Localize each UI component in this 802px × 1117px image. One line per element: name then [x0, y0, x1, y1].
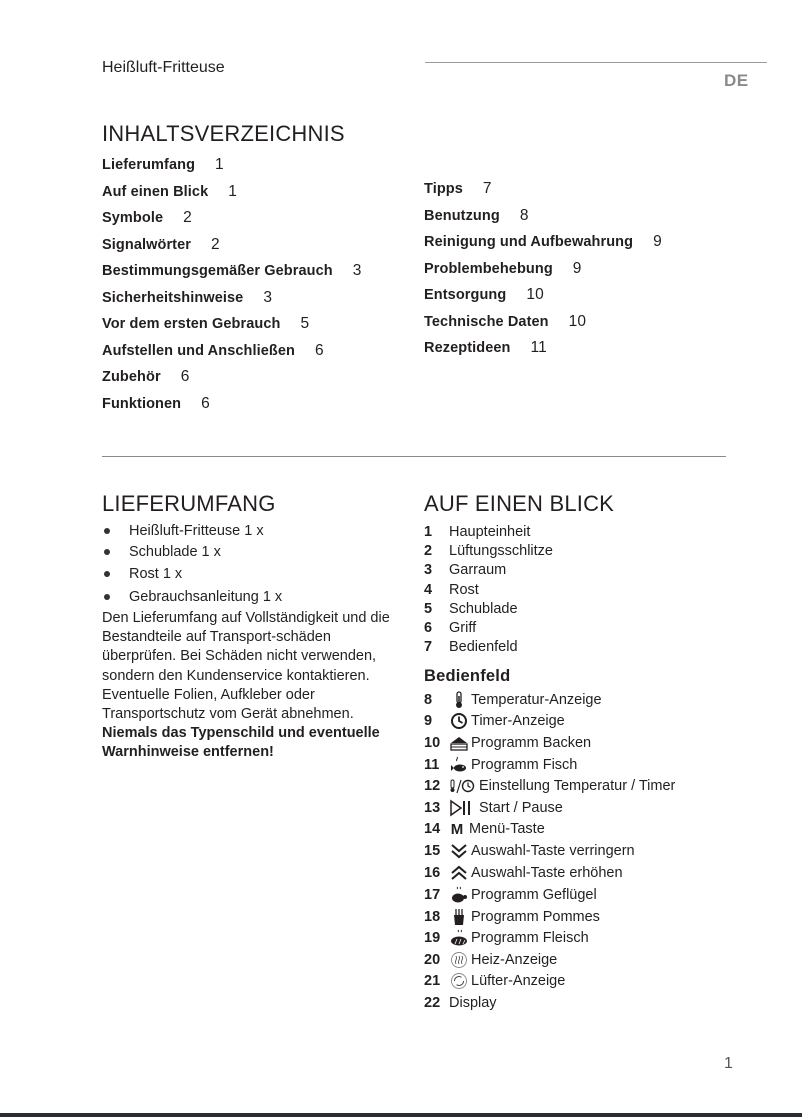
- toc-item[interactable]: [102, 368, 361, 395]
- toc-item[interactable]: [424, 286, 662, 313]
- panel-item: [424, 797, 675, 819]
- panel-number: 17: [424, 886, 441, 903]
- toc-item[interactable]: [424, 207, 662, 234]
- panel-label: Temperatur-Anzeige: [471, 691, 602, 708]
- bottom-edge: [0, 1113, 802, 1117]
- toc-heading: INHALTSVERZEICHNIS: [102, 121, 345, 146]
- toc-page: 5: [300, 315, 310, 332]
- document-title: Heißluft-Fritteuse: [102, 59, 225, 76]
- panel-item: [424, 883, 675, 906]
- list-item: [102, 520, 282, 542]
- toc-label: Funktionen: [102, 395, 182, 412]
- warning-text: Niemals das Typenschild und eventuelle Warnhinweise entfernen!: [102, 725, 380, 761]
- fish-icon: [449, 756, 469, 774]
- part-label: Garraum: [449, 562, 507, 579]
- panel-item: [424, 689, 675, 711]
- toc-label: Lieferumfang: [102, 157, 196, 173]
- toc-item[interactable]: [102, 209, 361, 236]
- paragraph-check: Den Lieferumfang auf Vollständigkeit und die Bestandteile auf Transport-schäden überprüfen. Bei Schäden nicht verwenden, sondern den Kundenservice kontaktieren.: [102, 610, 390, 684]
- panel-number: 14: [424, 821, 441, 838]
- section-divider: [102, 456, 726, 457]
- panel-number: 16: [424, 864, 441, 881]
- panel-item: [424, 711, 675, 733]
- paragraph-remove-foils: Eventuelle Folien, Aufkleber oder Transportschutz vom Gerät abnehmen.: [102, 686, 354, 723]
- list-item-text: Heißluft-Fritteuse 1 x: [129, 522, 264, 539]
- panel-number: 11: [424, 756, 440, 773]
- toc-label: Auf einen Blick: [102, 183, 209, 200]
- clock-icon: [449, 712, 469, 730]
- part-item: [424, 541, 553, 560]
- panel-item: [424, 906, 675, 928]
- panel-number: 8: [424, 691, 433, 708]
- menu-m-icon: M: [450, 820, 464, 838]
- panel-item: [424, 949, 675, 971]
- meat-icon: [449, 929, 469, 947]
- panel-number: 12: [424, 778, 441, 795]
- toc-page: 6: [201, 394, 210, 412]
- cake-icon: [449, 734, 469, 752]
- lieferumfang-heading: LIEFERUMFANG: [102, 491, 276, 516]
- panel-item: [424, 971, 675, 993]
- toc-label: Rezeptideen: [424, 340, 511, 356]
- double-chevron-up-icon: [449, 864, 469, 882]
- lieferumfang-text: [102, 609, 404, 763]
- toc-item[interactable]: [102, 156, 361, 183]
- toc-item[interactable]: [424, 339, 662, 366]
- toc-page: 10: [568, 312, 587, 330]
- part-number: 5: [424, 600, 433, 617]
- fries-icon: [449, 908, 469, 926]
- panel-number: 20: [424, 951, 441, 968]
- bullet-icon: [104, 571, 110, 577]
- toc-item[interactable]: [424, 233, 662, 260]
- panel-item: [424, 732, 675, 754]
- auf-einen-blick-heading: AUF EINEN BLICK: [424, 491, 615, 516]
- panel-item: [424, 840, 675, 862]
- bullet-icon: [104, 528, 110, 534]
- toc-page: 2: [183, 209, 192, 226]
- part-label: Rost: [449, 581, 479, 598]
- panel-label: Display: [449, 995, 497, 1012]
- panel-item: [424, 754, 675, 776]
- part-item: [424, 599, 553, 618]
- toc-item[interactable]: [424, 260, 662, 287]
- part-number: 6: [424, 620, 433, 637]
- toc-label: Aufstellen und Anschließen: [102, 342, 295, 359]
- toc-item[interactable]: [102, 342, 361, 369]
- temp-timer-icon: [449, 777, 477, 795]
- part-label: Lüftungsschlitze: [449, 542, 553, 559]
- control-panel-list: [424, 689, 675, 1014]
- panel-label: Auswahl-Taste erhöhen: [471, 864, 623, 881]
- language-label: DE: [724, 71, 749, 90]
- toc-label: Vor dem ersten Gebrauch: [102, 316, 281, 332]
- toc-label: Reinigung und Aufbewahrung: [424, 234, 634, 250]
- toc-label: Problembehebung: [424, 260, 553, 277]
- bedienfeld-heading: Bedienfeld: [424, 667, 511, 685]
- toc-item[interactable]: [102, 183, 361, 210]
- panel-label: Timer-Anzeige: [471, 713, 565, 730]
- list-item-text: Gebrauchsanleitung 1 x: [129, 589, 283, 606]
- toc-right-column: [424, 180, 662, 366]
- panel-label: Einstellung Temperatur / Timer: [479, 778, 676, 795]
- list-item-text: Schublade 1 x: [129, 544, 221, 561]
- toc-page: 11: [530, 339, 547, 356]
- panel-item: [424, 819, 675, 841]
- panel-label: Programm Backen: [471, 734, 592, 751]
- heating-icon: [449, 951, 469, 969]
- toc-label: Benutzung: [424, 207, 500, 224]
- parts-list: [424, 522, 553, 657]
- panel-label: Start / Pause: [479, 799, 563, 816]
- toc-label: Bestimmungsgemäßer Gebrauch: [102, 263, 333, 279]
- toc-item[interactable]: [424, 313, 662, 340]
- toc-label: Entsorgung: [424, 287, 507, 303]
- panel-item: [424, 775, 675, 797]
- part-label: Bedienfeld: [449, 639, 518, 656]
- part-number: 2: [424, 542, 433, 559]
- toc-label: Zubehör: [102, 369, 161, 385]
- toc-item[interactable]: [424, 180, 662, 207]
- panel-number: 9: [424, 713, 433, 730]
- toc-page: 10: [526, 286, 544, 303]
- toc-page: 1: [228, 182, 237, 200]
- fan-icon: [449, 972, 469, 990]
- part-number: 4: [424, 581, 433, 598]
- toc-page: 7: [482, 180, 492, 197]
- part-item: [424, 580, 553, 599]
- thermometer-icon: [449, 691, 469, 709]
- panel-label: Menü-Taste: [469, 821, 545, 838]
- play-pause-icon: [449, 799, 477, 817]
- panel-number: 18: [424, 908, 441, 925]
- panel-label: Heiz-Anzeige: [471, 951, 558, 968]
- toc-page: 6: [315, 341, 324, 359]
- toc-page: 1: [215, 156, 224, 173]
- toc-page: 6: [180, 368, 190, 385]
- double-chevron-down-icon: [449, 842, 469, 860]
- part-number: 7: [424, 639, 433, 656]
- toc-item[interactable]: [102, 236, 361, 263]
- lieferumfang-list: [102, 520, 282, 608]
- part-label: Griff: [449, 620, 477, 637]
- part-label: Schublade: [449, 600, 518, 617]
- part-item: [424, 522, 553, 541]
- list-item: [102, 542, 282, 564]
- panel-number: 15: [424, 842, 441, 859]
- bullet-icon: [104, 594, 110, 600]
- toc-page: 8: [519, 206, 529, 224]
- toc-item[interactable]: [102, 262, 361, 289]
- toc-label: Tipps: [424, 181, 463, 197]
- panel-label: Auswahl-Taste verringern: [471, 842, 635, 859]
- panel-label: Programm Fisch: [471, 756, 578, 773]
- part-item: [424, 638, 553, 657]
- panel-label: Programm Fleisch: [471, 930, 589, 947]
- panel-label: Programm Pommes: [471, 908, 600, 925]
- toc-label: Sicherheitshinweise: [102, 289, 244, 306]
- toc-label: Signalwörter: [102, 236, 192, 253]
- toc-item[interactable]: [102, 289, 361, 316]
- part-number: 3: [424, 562, 433, 579]
- panel-number: 21: [424, 973, 441, 990]
- toc-page: 9: [653, 233, 662, 250]
- list-item-text: Rost 1 x: [129, 565, 183, 582]
- panel-label: Programm Geflügel: [471, 886, 597, 903]
- part-label: Haupteinheit: [449, 523, 531, 540]
- poultry-icon: [449, 886, 469, 904]
- part-number: 1: [424, 523, 433, 540]
- list-item: [102, 563, 282, 585]
- panel-item: [424, 992, 675, 1014]
- part-item: [424, 561, 553, 580]
- toc-item[interactable]: [102, 315, 361, 342]
- panel-number: 13: [424, 799, 441, 816]
- panel-number: 19: [424, 930, 441, 947]
- toc-page: 3: [352, 262, 362, 279]
- bullet-icon: [104, 549, 110, 555]
- toc-item[interactable]: [102, 395, 361, 422]
- header-rule: [425, 62, 767, 63]
- part-item: [424, 618, 553, 637]
- panel-label: Lüfter-Anzeige: [471, 973, 566, 990]
- toc-label: Symbole: [102, 210, 164, 226]
- list-item: [102, 587, 282, 609]
- panel-item: [424, 927, 675, 949]
- toc-page: 2: [211, 235, 220, 253]
- panel-item: [424, 862, 675, 884]
- panel-number: 22: [424, 995, 441, 1012]
- panel-number: 10: [424, 734, 441, 751]
- toc-label: Technische Daten: [424, 313, 549, 330]
- toc-page: 3: [263, 288, 273, 306]
- toc-page: 9: [572, 259, 582, 277]
- toc-left-column: [102, 156, 361, 421]
- page-number: 1: [724, 1055, 733, 1072]
